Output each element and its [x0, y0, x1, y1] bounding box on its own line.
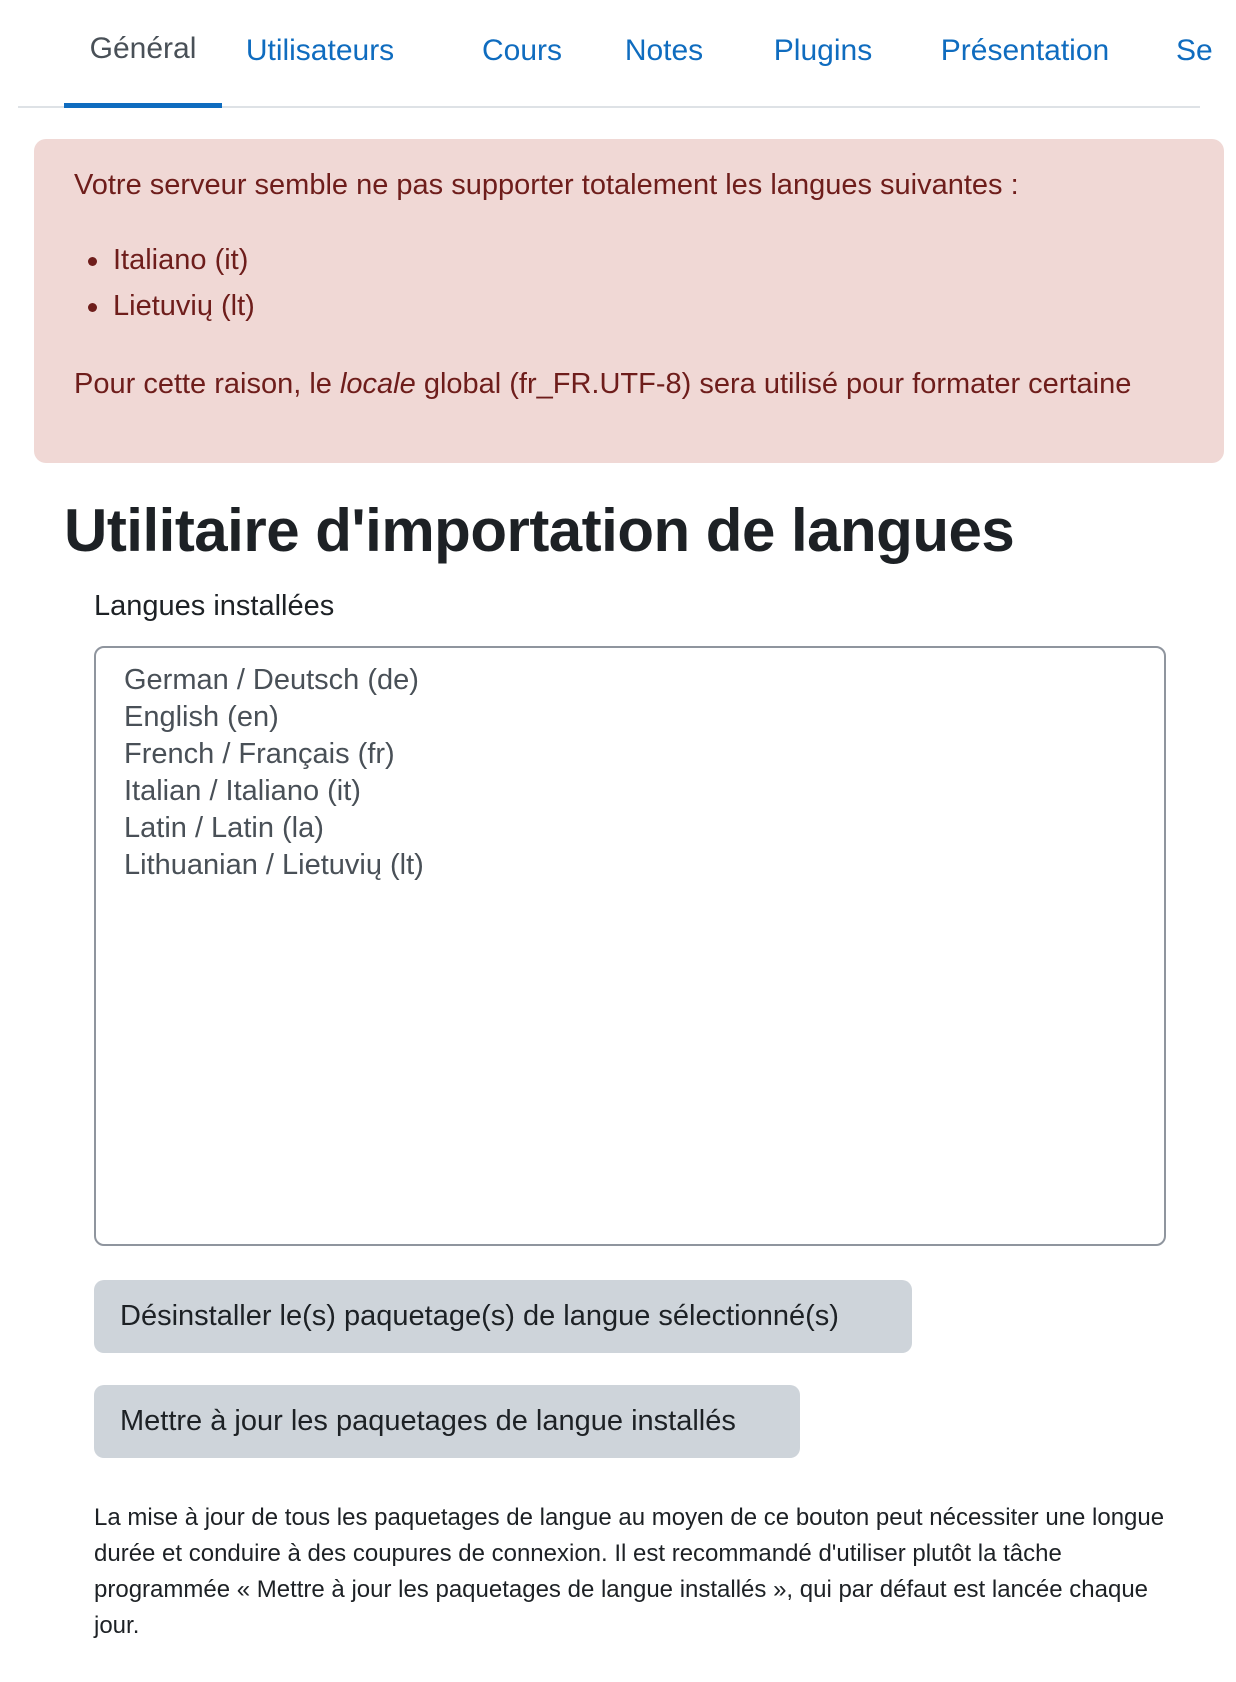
- list-item: Italiano (it): [74, 237, 255, 283]
- language-option[interactable]: Latin / Latin (la): [124, 812, 324, 844]
- alert-intro: Votre serveur semble ne pas supporter totalement les langues suivantes :: [74, 169, 1019, 201]
- alert-outro: [74, 368, 1131, 401]
- list-item: Lietuvių (lt): [74, 283, 255, 329]
- tab-general[interactable]: Général: [64, 0, 222, 108]
- installed-languages-label: Langues installées: [94, 590, 335, 622]
- language-option[interactable]: English (en): [124, 701, 279, 733]
- language-option[interactable]: French / Français (fr): [124, 738, 395, 770]
- tab-courses[interactable]: Cours: [481, 34, 563, 67]
- page-title: Utilitaire d'importation de langues: [64, 497, 1015, 564]
- language-option[interactable]: Italian / Italiano (it): [124, 775, 361, 807]
- uninstall-button[interactable]: Désinstaller le(s) paquetage(s) de langue sélectionné(s): [94, 1280, 912, 1353]
- tab-grades[interactable]: Notes: [624, 34, 704, 67]
- alert-outro-end: global (fr_FR.UTF-8) sera utilisé pour formater certaine: [415, 368, 1132, 400]
- update-languages-button[interactable]: Mettre à jour les paquetages de langue installés: [94, 1385, 800, 1458]
- language-option[interactable]: Lithuanian / Lietuvių (lt): [124, 849, 424, 881]
- alert-outro-start: Pour cette raison, le: [74, 368, 340, 400]
- language-option[interactable]: German / Deutsch (de): [124, 664, 419, 696]
- language-support-alert: [34, 139, 1224, 463]
- tab-plugins[interactable]: Plugins: [773, 34, 873, 67]
- tab-appearance[interactable]: Présentation: [940, 34, 1110, 67]
- unsupported-languages-list: [74, 237, 255, 329]
- tab-users[interactable]: Utilisateurs: [245, 34, 395, 67]
- installed-languages-select[interactable]: [94, 646, 1166, 1246]
- settings-tabs: [18, 0, 1213, 108]
- update-help-text: La mise à jour de tous les paquetages de langue au moyen de ce bouton peut nécessiter une longue durée et conduire à des coupures de connexion. Il est recommandé d'utiliser plutôt la tâche programmée « Mettre à jour les paquetages de langue installés », qui par défaut est lancée chaque jour.: [94, 1504, 1165, 1639]
- alert-outro-emphasis: locale: [339, 368, 416, 400]
- tab-server[interactable]: Se: [1176, 34, 1213, 67]
